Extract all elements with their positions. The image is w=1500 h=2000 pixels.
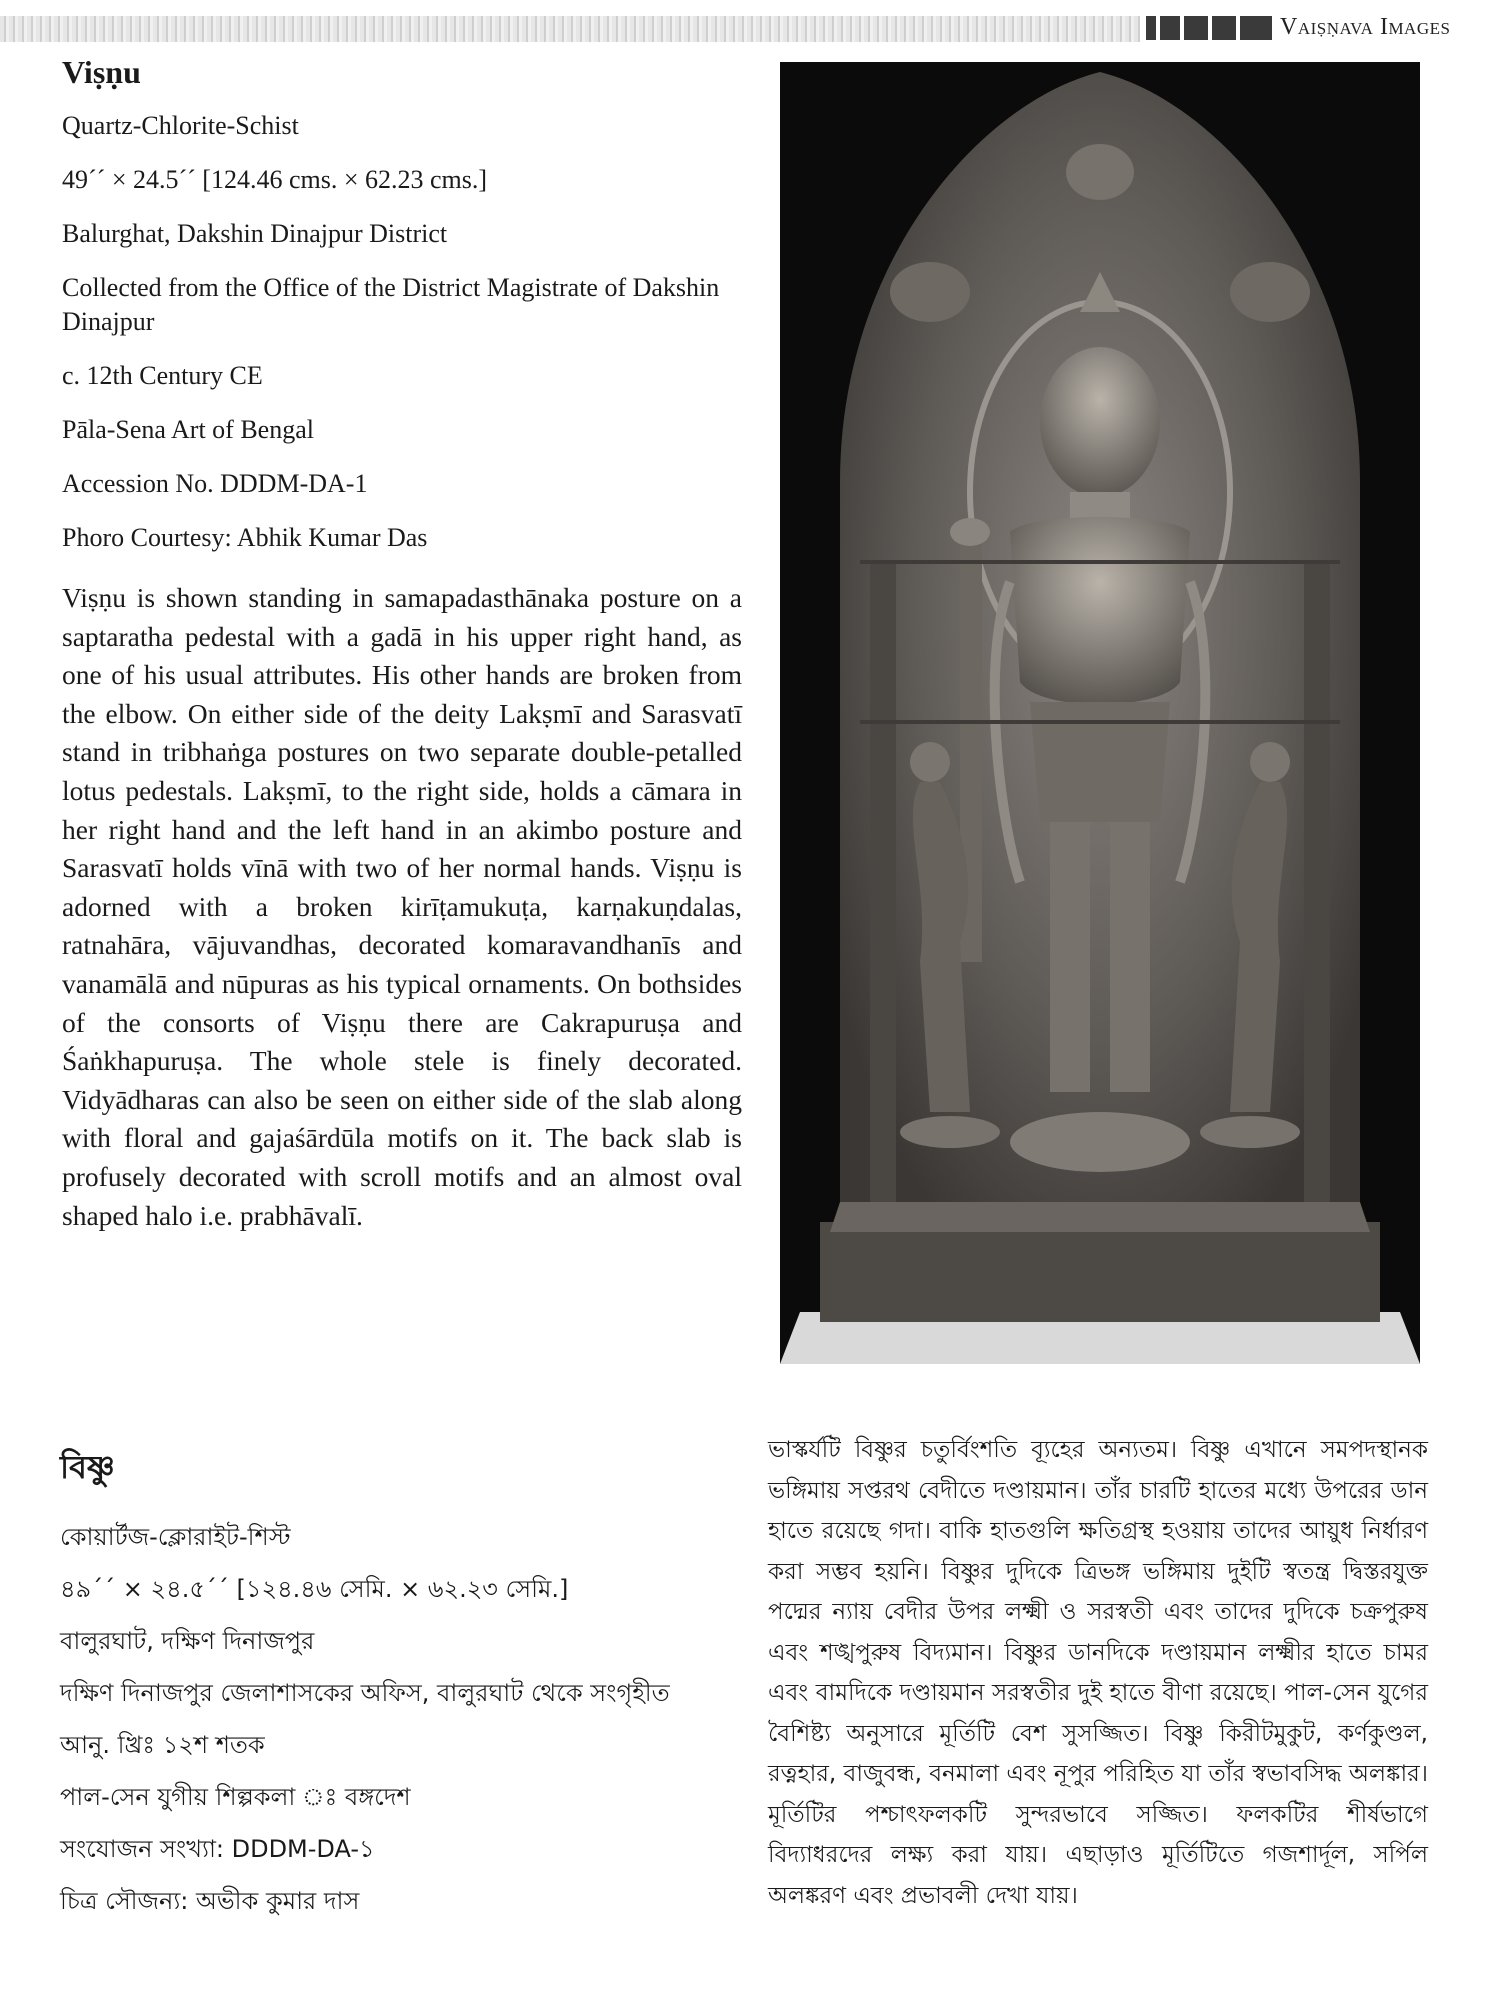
- english-material: Quartz-Chlorite-Schist: [62, 111, 299, 140]
- english-dimensions: 49´´ × 24.5´´ [124.46 cms. × 62.23 cms.]: [62, 165, 488, 194]
- vishnu-stele-image: [780, 62, 1420, 1364]
- bengali-title: বিষ্ণু: [60, 1448, 115, 1486]
- english-caption: [62, 54, 742, 1235]
- bengali-caption: [60, 1442, 740, 1938]
- bengali-description: ভাস্কর্যটি বিষ্ণুর চতুর্বিংশতি ব্যূহের অন্যতম। বিষ্ণু এখানে সমপদস্থানক ভঙ্গিমায় সপ্তরথ বেদীতে দণ্ডায়মান। তাঁর চারটি হাতের মধ্যে উপরের ডান হাতে রয়েছে গদা। বাকি হাতগুলি ক্ষতিগ্রস্থ হওয়ায় তাদের আয়ুধ নির্ধারণ করা সম্ভব হয়নি। বিষ্ণুর দুদিকে ত্রিভঙ্গ ভঙ্গিমায় দুইটি স্বতন্ত্র দ্বিস্তরযুক্ত পদ্মের ন্যায় বেদীর উপর লক্ষ্মী ও সরস্বতী এবং তাদের দুদিকে চক্রপুরুষ এবং শঙ্খপুরুষ বিদ্যমান। বিষ্ণুর ডানদিকে দণ্ডায়মান লক্ষ্মীর হাতে চামর এবং বামদিকে দণ্ডায়মান সরস্বতীর দুই হাতে বীণা রয়েছে। পাল-সেন যুগের বৈশিষ্ট্য অনুসারে মূর্তিটি বেশ সুসজ্জিত। বিষ্ণু কিরীটমুকুট, কর্ণকুণ্ডল, রত্নহার, বাজুবন্ধ, বনমালা এবং নূপুর পরিহিত যা তাঁর স্বভাবসিদ্ধ অলঙ্কার। মূর্তিটির পশ্চাৎফলকটি সুন্দরভাবে সজ্জিত। ফলকটির শীর্ষভাগে বিদ্যাধরদের লক্ষ্য করা যায়। এছাড়াও মূর্তিটিতে গজশার্দূল, সর্পিল অলঙ্করণ এবং প্রভাবলী দেখা যায়।: [768, 1437, 1428, 1909]
- english-accession: Accession No. DDDM-DA-1: [62, 469, 368, 498]
- english-description: Viṣṇu is shown standing in samapadasthānaka posture on a saptaratha pedestal with a gadā in his upper right hand, as one of his usual attributes. His other hands are broken from the elbow. On either side of the deity Lakṣmī and Sarasvatī stand in tribhaṅga postures on two separate double-petalled lotus pedestals. Lakṣmī, to the right side, holds a cāmara in her right hand and the left hand in an akimbo posture and Sarasvatī holds vīnā with two of her normal hands. Viṣṇu is adorned with a broken kirīṭamukuṭa, karṇakuṇdalas, ratnahāra, vājuvandhas, decorated komaravandhanīs and vanamālā and nūpuras as his typical ornaments. On bothsides of the consorts of Viṣṇu there are Cakrapuruṣa and Śaṅkhapuruṣa. The whole stele is finely decorated. Vidyādharas can also be seen on either side of the slab along with floral and gajaśārdūla motifs on it. The back slab is profusely decorated with scroll motifs and an almost oval shaped halo i.e. prabhāvalī.: [62, 582, 742, 1231]
- bengali-dimensions: ৪৯´´ × ২৪.৫´´ [১২৪.৪৬ সেমি. × ৬২.২৩ সেমি.]: [60, 1575, 569, 1603]
- running-head: Vaiṣṇava Images: [1280, 14, 1451, 40]
- header-blocks: [1146, 16, 1272, 40]
- english-title: Viṣṇu: [62, 54, 141, 90]
- bengali-credit: চিত্র সৌজন্য: অভীক কুমার দাস: [60, 1887, 360, 1915]
- english-credit: Phoro Courtesy: Abhik Kumar Das: [62, 523, 428, 552]
- bengali-collection: দক্ষিণ দিনাজপুর জেলাশাসকের অফিস, বালুরঘাট থেকে সংগৃহীত: [60, 1679, 670, 1707]
- bengali-material: কোয়ার্টজ-ক্লোরাইট-শিস্ট: [60, 1523, 291, 1551]
- english-style: Pāla-Sena Art of Bengal: [62, 415, 314, 444]
- bengali-style: পাল-সেন যুগীয় শিল্পকলা ঃ বঙ্গদেশ: [60, 1783, 411, 1811]
- bengali-findspot: বালুরঘাট, দক্ষিণ দিনাজপুর: [60, 1627, 315, 1655]
- sculpture-photo: [780, 62, 1420, 1364]
- english-findspot: Balurghat, Dakshin Dinajpur District: [62, 219, 448, 248]
- bengali-accession: সংযোজন সংখ্যা: DDDM-DA-১: [60, 1835, 375, 1863]
- english-date: c. 12th Century CE: [62, 361, 263, 390]
- bengali-date: আনু. খ্রিঃ ১২শ শতক: [60, 1731, 265, 1759]
- english-collection: Collected from the Office of the District Magistrate of Dakshin Dinajpur: [62, 273, 720, 336]
- header-rule: [0, 16, 1140, 42]
